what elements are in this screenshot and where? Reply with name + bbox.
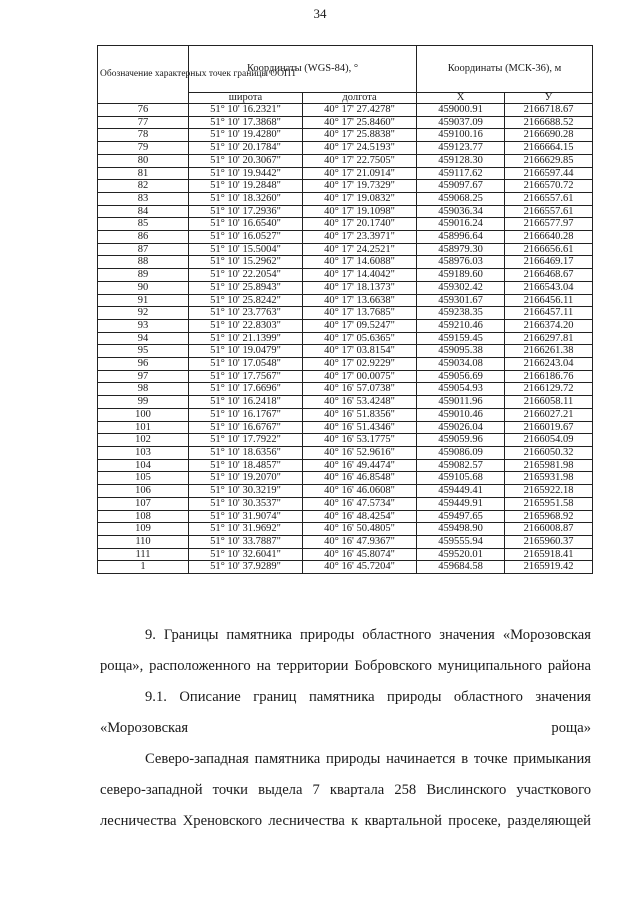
subheader-y: У	[505, 93, 593, 104]
cell-x: 459123.77	[417, 142, 505, 155]
cell-y: 2165919.42	[505, 561, 593, 574]
cell-longitude: 40° 16' 48.4254"	[303, 510, 417, 523]
table-row	[98, 408, 593, 421]
cell-latitude: 51° 10' 21.1399"	[189, 332, 303, 345]
cell-x: 459238.35	[417, 307, 505, 320]
cell-latitude: 51° 10' 20.3067"	[189, 154, 303, 167]
cell-longitude: 40° 17' 19.7329"	[303, 180, 417, 193]
cell-longitude: 40° 17' 09.5247"	[303, 319, 417, 332]
cell-latitude: 51° 10' 30.3537"	[189, 497, 303, 510]
table-row	[98, 167, 593, 180]
cell-point: 105	[98, 472, 189, 485]
cell-longitude: 40° 16' 47.5734"	[303, 497, 417, 510]
cell-longitude: 40° 17' 14.4042"	[303, 269, 417, 282]
cell-x: 459159.45	[417, 332, 505, 345]
cell-point: 91	[98, 294, 189, 307]
cell-longitude: 40° 17' 24.5193"	[303, 142, 417, 155]
cell-x: 459037.09	[417, 116, 505, 129]
cell-point: 100	[98, 408, 189, 421]
table-row	[98, 104, 593, 117]
table-row	[98, 421, 593, 434]
cell-y: 2166050.32	[505, 446, 593, 459]
cell-y: 2166543.04	[505, 281, 593, 294]
cell-point: 90	[98, 281, 189, 294]
cell-point: 89	[98, 269, 189, 282]
cell-point: 93	[98, 319, 189, 332]
cell-latitude: 51° 10' 17.3868"	[189, 116, 303, 129]
cell-point: 80	[98, 154, 189, 167]
table-row	[98, 345, 593, 358]
cell-y: 2166008.87	[505, 523, 593, 536]
cell-y: 2166629.85	[505, 154, 593, 167]
cell-x: 459056.69	[417, 370, 505, 383]
table-row	[98, 142, 593, 155]
cell-y: 2165922.18	[505, 485, 593, 498]
cell-longitude: 40° 16' 51.8356"	[303, 408, 417, 421]
cell-longitude: 40° 17' 14.6088"	[303, 256, 417, 269]
cell-x: 459498.90	[417, 523, 505, 536]
cell-longitude: 40° 17' 19.1098"	[303, 205, 417, 218]
cell-longitude: 40° 17' 25.8838"	[303, 129, 417, 142]
cell-longitude: 40° 17' 13.6638"	[303, 294, 417, 307]
cell-y: 2166019.67	[505, 421, 593, 434]
cell-latitude: 51° 10' 19.0479"	[189, 345, 303, 358]
table-body	[98, 104, 593, 574]
cell-longitude: 40° 17' 21.0914"	[303, 167, 417, 180]
cell-latitude: 51° 10' 15.5004"	[189, 243, 303, 256]
table-row	[98, 154, 593, 167]
header-point: Обозначение характерных точек границы ООПТ	[98, 46, 189, 104]
cell-latitude: 51° 10' 25.8242"	[189, 294, 303, 307]
cell-latitude: 51° 10' 17.7567"	[189, 370, 303, 383]
cell-y: 2165968.92	[505, 510, 593, 523]
table-row	[98, 180, 593, 193]
table-row	[98, 510, 593, 523]
cell-latitude: 51° 10' 16.1767"	[189, 408, 303, 421]
cell-y: 2166640.28	[505, 231, 593, 244]
cell-point: 84	[98, 205, 189, 218]
cell-latitude: 51° 10' 22.2054"	[189, 269, 303, 282]
cell-y: 2166688.52	[505, 116, 593, 129]
cell-point: 109	[98, 523, 189, 536]
table-row	[98, 472, 593, 485]
cell-point: 94	[98, 332, 189, 345]
cell-y: 2166457.11	[505, 307, 593, 320]
cell-x: 459095.38	[417, 345, 505, 358]
cell-point: 79	[98, 142, 189, 155]
cell-y: 2165931.98	[505, 472, 593, 485]
cell-point: 86	[98, 231, 189, 244]
cell-latitude: 51° 10' 19.4280"	[189, 129, 303, 142]
cell-x: 459302.42	[417, 281, 505, 294]
cell-latitude: 51° 10' 19.2070"	[189, 472, 303, 485]
cell-latitude: 51° 10' 17.6696"	[189, 383, 303, 396]
cell-x: 459097.67	[417, 180, 505, 193]
table-row	[98, 383, 593, 396]
table-row	[98, 434, 593, 447]
cell-point: 110	[98, 535, 189, 548]
table-row	[98, 523, 593, 536]
cell-point: 101	[98, 421, 189, 434]
cell-longitude: 40° 17' 25.8460"	[303, 116, 417, 129]
cell-x: 459059.96	[417, 434, 505, 447]
cell-longitude: 40° 17' 22.7505"	[303, 154, 417, 167]
table-row	[98, 192, 593, 205]
cell-point: 98	[98, 383, 189, 396]
cell-longitude: 40° 16' 47.9367"	[303, 535, 417, 548]
section-9-1-heading: 9.1. Описание границ памятника природы областного значения «Морозовская роща»	[100, 689, 591, 736]
table-row	[98, 319, 593, 332]
subheader-longitude: долгота	[303, 93, 417, 104]
cell-point: 77	[98, 116, 189, 129]
table-row	[98, 205, 593, 218]
cell-latitude: 51° 10' 16.2418"	[189, 396, 303, 409]
cell-latitude: 51° 10' 22.8303"	[189, 319, 303, 332]
cell-x: 459086.09	[417, 446, 505, 459]
table-row	[98, 129, 593, 142]
cell-y: 2165951.58	[505, 497, 593, 510]
cell-latitude: 51° 10' 30.3219"	[189, 485, 303, 498]
cell-x: 459016.24	[417, 218, 505, 231]
cell-x: 459036.34	[417, 205, 505, 218]
cell-latitude: 51° 10' 16.6767"	[189, 421, 303, 434]
cell-x: 459128.30	[417, 154, 505, 167]
cell-longitude: 40° 17' 03.8154"	[303, 345, 417, 358]
cell-x: 459210.46	[417, 319, 505, 332]
cell-point: 82	[98, 180, 189, 193]
cell-point: 83	[98, 192, 189, 205]
cell-longitude: 40° 16' 49.4474"	[303, 459, 417, 472]
section-9-1-paragraph: Северо-западная памятника природы начинается в точке примыкания северо-западной точки выдела 7 квартала 258 Вислинского участкового лесничества Хреновского лесничества к квартальной просеке, разделяющей	[100, 751, 591, 829]
cell-y: 2166261.38	[505, 345, 593, 358]
cell-y: 2166690.28	[505, 129, 593, 142]
cell-x: 459449.91	[417, 497, 505, 510]
cell-x: 459497.65	[417, 510, 505, 523]
cell-latitude: 51° 10' 17.7922"	[189, 434, 303, 447]
subheader-latitude: широта	[189, 93, 303, 104]
cell-y: 2166557.61	[505, 192, 593, 205]
cell-latitude: 51° 10' 31.9074"	[189, 510, 303, 523]
cell-y: 2166027.21	[505, 408, 593, 421]
cell-point: 96	[98, 358, 189, 371]
cell-y: 2166456.11	[505, 294, 593, 307]
cell-y: 2166557.61	[505, 205, 593, 218]
cell-longitude: 40° 17' 24.2521"	[303, 243, 417, 256]
cell-x: 458979.30	[417, 243, 505, 256]
cell-point: 76	[98, 104, 189, 117]
cell-y: 2166718.67	[505, 104, 593, 117]
cell-longitude: 40° 16' 53.4248"	[303, 396, 417, 409]
cell-point: 108	[98, 510, 189, 523]
cell-longitude: 40° 16' 45.7204"	[303, 561, 417, 574]
cell-point: 78	[98, 129, 189, 142]
header-wgs84: Координаты (WGS-84), °	[189, 46, 417, 93]
cell-y: 2166243.04	[505, 358, 593, 371]
cell-y: 2166577.97	[505, 218, 593, 231]
cell-y: 2166597.44	[505, 167, 593, 180]
header-msk36: Координаты (МСК-36), м	[417, 46, 593, 93]
cell-y: 2166129.72	[505, 383, 593, 396]
cell-point: 87	[98, 243, 189, 256]
cell-longitude: 40° 16' 46.8548"	[303, 472, 417, 485]
cell-y: 2166058.11	[505, 396, 593, 409]
cell-latitude: 51° 10' 18.4857"	[189, 459, 303, 472]
cell-latitude: 51° 10' 15.2962"	[189, 256, 303, 269]
cell-y: 2166054.09	[505, 434, 593, 447]
cell-latitude: 51° 10' 31.9692"	[189, 523, 303, 536]
cell-x: 458976.03	[417, 256, 505, 269]
cell-x: 459520.01	[417, 548, 505, 561]
page-number: 34	[313, 6, 327, 21]
cell-latitude: 51° 10' 17.2936"	[189, 205, 303, 218]
cell-y: 2166186.76	[505, 370, 593, 383]
cell-x: 459684.58	[417, 561, 505, 574]
cell-longitude: 40° 17' 27.4278"	[303, 104, 417, 117]
table-row	[98, 243, 593, 256]
cell-latitude: 51° 10' 25.8943"	[189, 281, 303, 294]
table-row	[98, 231, 593, 244]
cell-x: 459054.93	[417, 383, 505, 396]
cell-x: 459100.16	[417, 129, 505, 142]
cell-latitude: 51° 10' 37.9289"	[189, 561, 303, 574]
table-row	[98, 446, 593, 459]
table-row	[98, 116, 593, 129]
coordinates-table	[97, 45, 593, 574]
table-row	[98, 396, 593, 409]
cell-x: 459555.94	[417, 535, 505, 548]
cell-point: 106	[98, 485, 189, 498]
table-row	[98, 459, 593, 472]
cell-longitude: 40° 17' 18.1373"	[303, 281, 417, 294]
cell-point: 104	[98, 459, 189, 472]
table-row	[98, 294, 593, 307]
cell-point: 81	[98, 167, 189, 180]
cell-longitude: 40° 16' 52.9616"	[303, 446, 417, 459]
table-row	[98, 332, 593, 345]
cell-x: 459000.91	[417, 104, 505, 117]
cell-y: 2166468.67	[505, 269, 593, 282]
cell-point: 85	[98, 218, 189, 231]
cell-point: 95	[98, 345, 189, 358]
cell-x: 459449.41	[417, 485, 505, 498]
cell-longitude: 40° 17' 05.6365"	[303, 332, 417, 345]
cell-latitude: 51° 10' 16.2321"	[189, 104, 303, 117]
cell-latitude: 51° 10' 33.7887"	[189, 535, 303, 548]
cell-y: 2166374.20	[505, 319, 593, 332]
cell-y: 2166656.61	[505, 243, 593, 256]
cell-latitude: 51° 10' 19.2848"	[189, 180, 303, 193]
cell-point: 97	[98, 370, 189, 383]
table-row	[98, 497, 593, 510]
cell-longitude: 40° 16' 45.8074"	[303, 548, 417, 561]
cell-y: 2166570.72	[505, 180, 593, 193]
subheader-x: X	[417, 93, 505, 104]
cell-longitude: 40° 16' 53.1775"	[303, 434, 417, 447]
cell-latitude: 51° 10' 32.6041"	[189, 548, 303, 561]
table-row	[98, 269, 593, 282]
cell-longitude: 40° 16' 46.0608"	[303, 485, 417, 498]
cell-x: 459068.25	[417, 192, 505, 205]
table-row	[98, 370, 593, 383]
cell-x: 459082.57	[417, 459, 505, 472]
cell-x: 459189.60	[417, 269, 505, 282]
cell-x: 458996.64	[417, 231, 505, 244]
cell-latitude: 51° 10' 18.3260"	[189, 192, 303, 205]
table-row	[98, 548, 593, 561]
cell-y: 2165960.37	[505, 535, 593, 548]
cell-point: 88	[98, 256, 189, 269]
cell-latitude: 51° 10' 16.6540"	[189, 218, 303, 231]
cell-x: 459117.62	[417, 167, 505, 180]
cell-x: 459301.67	[417, 294, 505, 307]
table-row	[98, 358, 593, 371]
cell-x: 459011.96	[417, 396, 505, 409]
cell-x: 459026.04	[417, 421, 505, 434]
cell-longitude: 40° 16' 57.0738"	[303, 383, 417, 396]
table-row	[98, 218, 593, 231]
cell-longitude: 40° 17' 19.0832"	[303, 192, 417, 205]
cell-point: 1	[98, 561, 189, 574]
cell-latitude: 51° 10' 17.0548"	[189, 358, 303, 371]
cell-latitude: 51° 10' 16.0527"	[189, 231, 303, 244]
table-row	[98, 256, 593, 269]
cell-point: 92	[98, 307, 189, 320]
section-9-heading: 9. Границы памятника природы областного значения «Морозовская роща», расположенного на территории Бобровского муниципального района	[100, 627, 591, 674]
table-row	[98, 281, 593, 294]
cell-longitude: 40° 16' 51.4346"	[303, 421, 417, 434]
table-row	[98, 535, 593, 548]
cell-longitude: 40° 16' 50.4805"	[303, 523, 417, 536]
cell-y: 2166664.15	[505, 142, 593, 155]
cell-y: 2165918.41	[505, 548, 593, 561]
cell-point: 99	[98, 396, 189, 409]
cell-point: 103	[98, 446, 189, 459]
cell-longitude: 40° 17' 00.0075"	[303, 370, 417, 383]
cell-y: 2166297.81	[505, 332, 593, 345]
cell-y: 2166469.17	[505, 256, 593, 269]
cell-point: 111	[98, 548, 189, 561]
table-row	[98, 485, 593, 498]
table-row	[98, 561, 593, 574]
cell-longitude: 40° 17' 02.9229"	[303, 358, 417, 371]
cell-latitude: 51° 10' 20.1784"	[189, 142, 303, 155]
cell-longitude: 40° 17' 20.1740"	[303, 218, 417, 231]
cell-x: 459034.08	[417, 358, 505, 371]
cell-x: 459105.68	[417, 472, 505, 485]
cell-latitude: 51° 10' 19.9442"	[189, 167, 303, 180]
cell-y: 2165981.98	[505, 459, 593, 472]
cell-point: 102	[98, 434, 189, 447]
table-row	[98, 307, 593, 320]
cell-latitude: 51° 10' 23.7763"	[189, 307, 303, 320]
cell-point: 107	[98, 497, 189, 510]
cell-longitude: 40° 17' 13.7685"	[303, 307, 417, 320]
cell-latitude: 51° 10' 18.6356"	[189, 446, 303, 459]
cell-longitude: 40° 17' 23.3971"	[303, 231, 417, 244]
cell-x: 459010.46	[417, 408, 505, 421]
